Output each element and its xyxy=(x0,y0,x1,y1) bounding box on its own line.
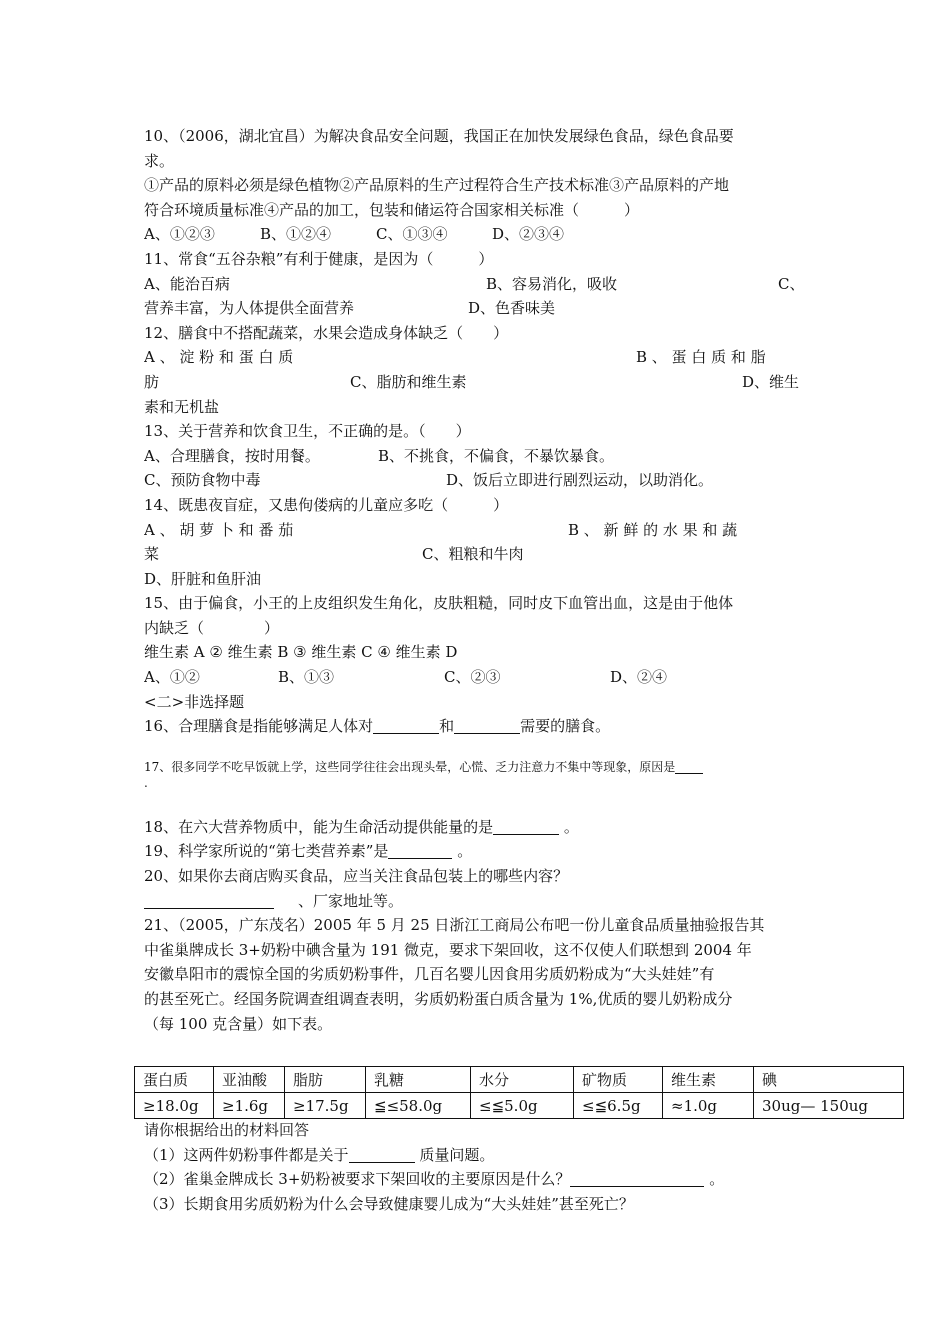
table-header-cell: 矿物质 xyxy=(574,1067,663,1093)
q11-option-c-label: C、 xyxy=(778,274,805,293)
q11-option-c-text: 营养丰富，为人体提供全面营养 xyxy=(144,299,355,318)
q10-option-c: C、①③④ xyxy=(376,225,448,244)
q20-blank[interactable] xyxy=(144,892,274,909)
q21-line2: 中雀巢牌成长 3+奶粉中碘含量为 191 微克，要求下架回收，这不仅使人们联想到 2004 年 xyxy=(144,940,752,959)
q20-stem: 20、如果你去商店购买食品，应当关注食品包装上的哪些内容？ xyxy=(144,867,569,886)
q16-text-post: 需要的膳食。 xyxy=(520,717,611,736)
q13-stem: 13、关于营养和饮食卫生，不正确的是。（ ） xyxy=(144,422,471,441)
q16-blank-2[interactable] xyxy=(454,717,520,734)
table-cell: 30ug— 150ug xyxy=(754,1093,904,1119)
q18-blank[interactable] xyxy=(493,818,559,835)
q21-sub3: （3）长期食用劣质奶粉为什么会导致健康婴儿成为“大头娃娃”甚至死亡？ xyxy=(144,1194,634,1213)
q21-line4: 的甚至死亡。经国务院调查组调查表明，劣质奶粉蛋白质含量为 1%,优质的婴儿奶粉成分 xyxy=(144,990,733,1008)
q21-sub1-post: 质量问题。 xyxy=(414,1145,495,1164)
table-cell: ≥1.6g xyxy=(214,1093,285,1119)
q10-line1: 10、（2006，湖北宜昌）为解决食品安全问题，我国正在加快发展绿色食品，绿色食品要 xyxy=(144,127,734,145)
q21-line5: （每 100 克含量）如下表。 xyxy=(144,1014,333,1033)
q19-text-post: 。 xyxy=(452,842,473,861)
table-header-cell: 碘 xyxy=(754,1067,904,1093)
q21-sub2-pre: （2）雀巢金牌成长 3+奶粉被要求下架回收的主要原因是什么？ xyxy=(144,1170,571,1189)
table-header-row xyxy=(135,1067,904,1093)
q17-line xyxy=(144,757,806,777)
table-header-cell: 水分 xyxy=(471,1067,574,1093)
q12-options-row2 xyxy=(144,370,806,395)
q12-option-a: A 、 淀 粉 和 蛋 白 质 xyxy=(144,348,294,367)
q10-option-a: A、①②③ xyxy=(144,225,215,244)
q21-sub1 xyxy=(144,1143,806,1168)
q12-option-b: B 、 蛋 白 质 和 脂 xyxy=(636,348,766,367)
q12-option-d-cont: 素和无机盐 xyxy=(144,397,220,416)
table-header-cell: 蛋白质 xyxy=(135,1067,214,1093)
q21-sub2-post: 。 xyxy=(704,1170,725,1189)
q12-options-row1 xyxy=(144,345,806,370)
q14-option-b-cont: 菜 xyxy=(144,545,160,564)
q21-sub1-blank[interactable] xyxy=(349,1146,415,1163)
q17-text: 17、很多同学不吃早饭就上学，这些同学往往会出现头晕，心慌、乏力注意力不集中等现象，原因是 xyxy=(144,759,676,774)
q12-stem: 12、膳食中不搭配蔬菜，水果会造成身体缺乏（ ） xyxy=(144,323,509,342)
q12-option-d: D、维生 xyxy=(742,372,800,391)
q11-option-d: D、色香味美 xyxy=(468,299,556,318)
table-header-cell: 亚油酸 xyxy=(214,1067,285,1093)
q13-option-c: C、预防食物中毒 xyxy=(144,471,261,490)
q21-instruction: 请你根据给出的材料回答 xyxy=(144,1121,310,1139)
q20-text-post: 、厂家地址等。 xyxy=(298,891,404,910)
table-header-cell: 脂肪 xyxy=(285,1067,366,1093)
table-cell: ≥17.5g xyxy=(285,1093,366,1119)
q11-options-row1 xyxy=(144,272,806,297)
table-cell: ≥18.0g xyxy=(135,1093,214,1119)
section-heading: <二>非选择题 xyxy=(144,692,245,711)
q12-option-c: C、脂肪和维生素 xyxy=(350,372,467,391)
q10-option-d: D、②③④ xyxy=(492,225,565,244)
q21-sub2-blank[interactable] xyxy=(570,1170,704,1187)
table-cell: ≤≦5.0g xyxy=(471,1093,574,1119)
q19-text-pre: 19、科学家所说的“第七类营养素”是 xyxy=(144,842,389,861)
table-header-cell: 维生素 xyxy=(663,1067,754,1093)
q18-line xyxy=(144,815,806,840)
table-cell: ≦≤58.0g xyxy=(366,1093,471,1119)
q14-options-row1 xyxy=(144,518,806,543)
q14-option-c: C、粗粮和牛肉 xyxy=(422,545,524,564)
q10-line2: 求。 xyxy=(144,151,175,170)
q15-option-d: D、②④ xyxy=(610,668,668,687)
table-cell: ≤≦6.5g xyxy=(574,1093,663,1119)
q21-sub1-pre: （1）这两件奶粉事件都是关于 xyxy=(144,1145,349,1164)
q13-option-d: D、饭后立即进行剧烈运动，以助消化。 xyxy=(446,471,714,490)
table-cell: ≈1.0g xyxy=(663,1093,754,1119)
q11-options-row2 xyxy=(144,296,806,321)
q13-options-row2 xyxy=(144,468,806,493)
table-row xyxy=(135,1093,904,1119)
q14-option-a: A 、 胡 萝 卜 和 番 茄 xyxy=(144,520,294,539)
q15-line2: 内缺乏（ ） xyxy=(144,618,280,637)
q10-options xyxy=(144,222,806,247)
milk-composition-table xyxy=(134,1066,904,1119)
q21-line1: 21、（2005，广东茂名）2005 年 5 月 25 日浙江工商局公布吧一份儿童食品质量抽验报告其 xyxy=(144,916,765,935)
q18-text-post: 。 xyxy=(559,817,579,836)
q13-option-a: A、合理膳食，按时用餐。 xyxy=(144,446,320,465)
q16-text-pre: 16、合理膳食是指能够满足人体对 xyxy=(144,717,374,736)
q16-text-mid: 和 xyxy=(439,717,455,736)
q15-line3: 维生素 A ② 维生素 B ③ 维生素 C ④ 维生素 D xyxy=(144,643,458,662)
worksheet-body xyxy=(144,124,806,1036)
q15-option-c: C、②③ xyxy=(444,668,501,687)
q21-subquestions xyxy=(144,1118,806,1216)
q11-option-b: B、容易消化，吸收 xyxy=(486,274,618,293)
q18-text-pre: 18、在六大营养物质中，能为生命活动提供能量的是 xyxy=(144,817,494,836)
q15-line1: 15、由于偏食，小王的上皮组织发生角化，皮肤粗糙，同时皮下血管出血，这是由于他体 xyxy=(144,594,734,613)
table-header-cell: 乳糖 xyxy=(366,1067,471,1093)
q15-option-b: B、①③ xyxy=(278,668,335,687)
q14-options-row2 xyxy=(144,542,806,567)
q21-sub2 xyxy=(144,1167,806,1192)
q16-blank-1[interactable] xyxy=(373,717,439,734)
q17-blank[interactable] xyxy=(675,761,703,774)
q10-line4: 符合环境质量标准④产品的加工，包装和储运符合国家相关标准（ ） xyxy=(144,200,640,219)
q14-option-d: D、肝脏和鱼肝油 xyxy=(144,569,262,588)
q14-option-b: B 、 新 鲜 的 水 果 和 蔬 xyxy=(568,520,738,539)
q20-answer-line xyxy=(144,889,806,914)
q11-option-a: A、能治百病 xyxy=(144,274,230,293)
q15-option-a: A、①② xyxy=(144,668,200,687)
q12-option-b-cont: 肪 xyxy=(144,372,160,391)
q19-blank[interactable] xyxy=(388,842,452,859)
q13-option-b: B、不挑食，不偏食，不暴饮暴食。 xyxy=(378,446,615,465)
q10-line3: ①产品的原料必须是绿色植物②产品原料的生产过程符合生产技术标准③产品原料的产地 xyxy=(144,176,730,195)
q13-options-row1 xyxy=(144,444,806,469)
q21-line3: 安徽阜阳市的震惊全国的劣质奶粉事件，几百名婴儿因食用劣质奶粉成为“大头娃娃”有 xyxy=(144,965,715,984)
q17-dot: . xyxy=(144,776,148,790)
q11-stem: 11、常食“五谷杂粮”有利于健康，是因为（ ） xyxy=(144,249,494,268)
q14-stem: 14、既患夜盲症，又患佝偻病的儿童应多吃（ ） xyxy=(144,495,509,514)
q19-line xyxy=(144,839,806,864)
q10-option-b: B、①②④ xyxy=(260,225,332,244)
q15-options xyxy=(144,665,806,690)
q16-line xyxy=(144,714,806,739)
